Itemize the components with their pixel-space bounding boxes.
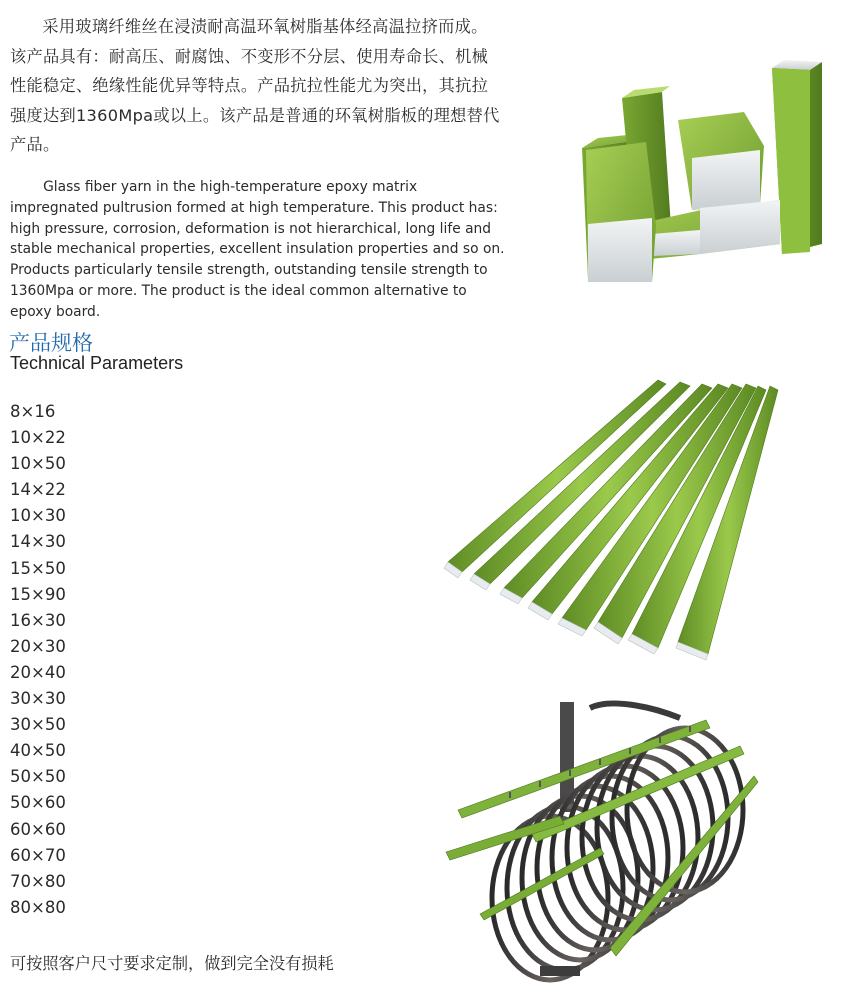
spec-size-item: 8×16 [10,402,56,421]
english-description: Glass fiber yarn in the high-temperature epoxy matrix impregnated pultrusion formed at high temperature. This product has: high pressure, corrosion, deformation is not hierarchical, long life and stable mechanical properties, excellent insulation properties and so on. Products particularly tensile strength, outstanding tensile strength to 1360Mpa or more. The product is the ideal common alternative to epoxy board. [10,179,505,320]
spec-size-item: 10×50 [10,454,66,474]
spec-size-item: 16×30 [10,610,66,630]
spec-size-item: 10×22 [10,428,66,448]
spec-size-item: 70×80 [10,871,66,891]
spec-size-item: 15×50 [10,558,66,578]
customization-note: 可按照客户尺寸要求定制，做到完全没有损耗 [10,954,334,973]
spec-size-item: 60×60 [10,819,66,839]
epoxy-rods-photo [440,372,780,662]
spec-size-item: 50×50 [10,767,66,787]
spec-size-item: 40×50 [10,741,66,761]
specs-title-en: Technical Parameters [10,353,184,373]
epoxy-blocks-photo [560,58,830,288]
spec-size-item: 14×22 [10,480,66,500]
spec-size-item: 50×60 [10,793,66,813]
spec-size-item: 20×40 [10,662,66,682]
coil-application-photo [440,698,760,988]
spec-size-item: 30×30 [10,689,66,709]
spec-size-item: 60×70 [10,845,66,865]
specs-title-cn: 产品规格 [9,331,93,355]
spec-size-item: 80×80 [10,897,66,917]
spec-size-item: 20×30 [10,636,66,656]
spec-size-item: 10×30 [10,506,66,526]
chinese-description: 采用玻璃纤维丝在浸渍耐高温环氧树脂基体经高温拉挤而成。该产品具有：耐高压、耐腐蚀、不变形不分层、使用寿命长、机械性能稳定、绝缘性能优异等特点。产品抗拉性能尤为突出，其抗拉强度达到1360Mpa或以上。该产品是普通的环氧树脂板的理想替代产品。 [10,17,500,154]
spec-size-list [10,399,66,921]
spec-size-item: 30×50 [10,715,66,735]
spec-size-item: 15×90 [10,584,66,604]
spec-size-item: 14×30 [10,532,66,552]
